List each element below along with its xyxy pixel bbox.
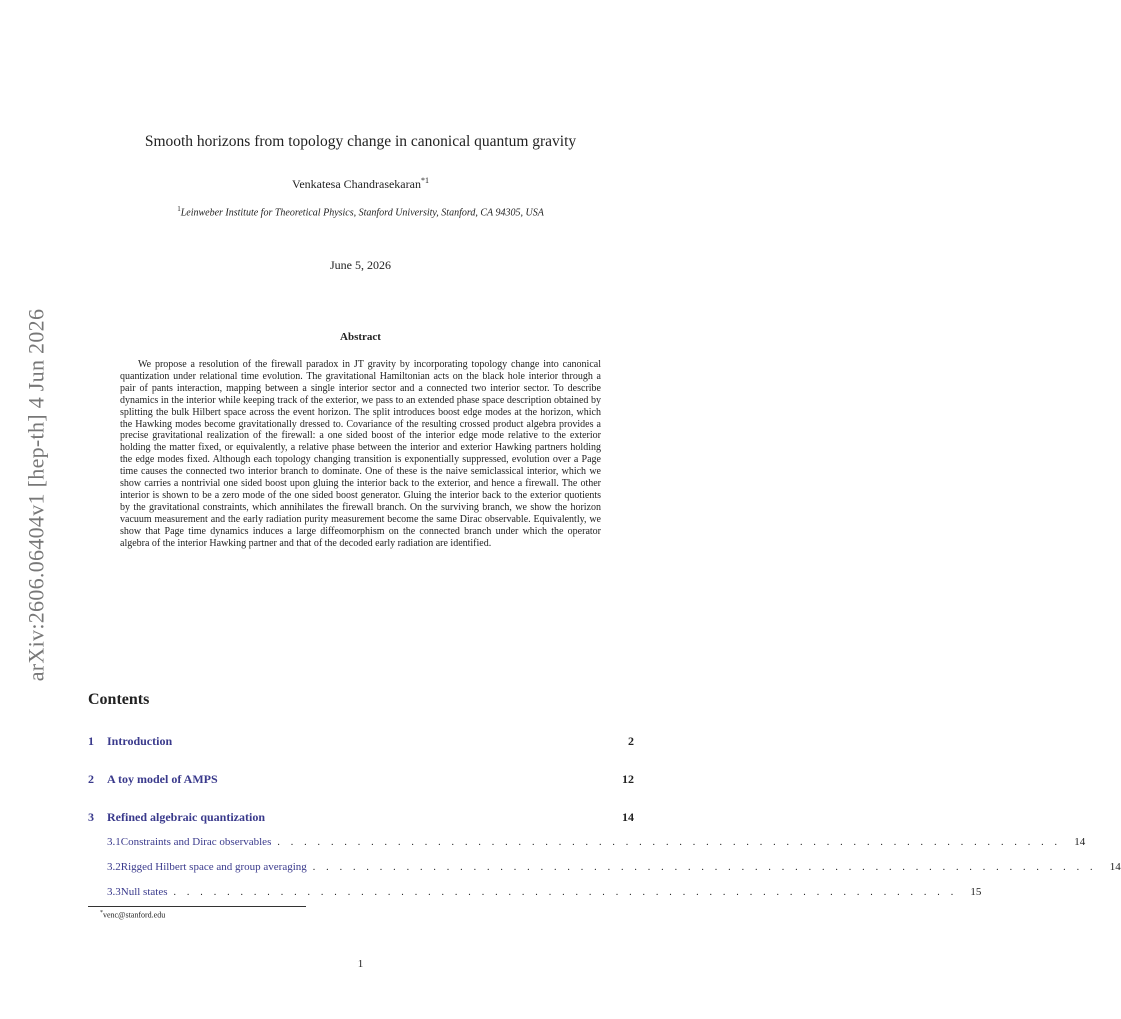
toc-entry-page[interactable]: 14 [1109, 861, 1121, 873]
author-name: Venkatesa Chandrasekaran [292, 177, 421, 191]
toc-entry-title[interactable]: Constraints and Dirac observables [120, 836, 272, 848]
toc-entry-number: 1 [88, 734, 94, 748]
footnote-rule [88, 906, 306, 907]
toc-entry-title[interactable]: Rigged Hilbert space and group averaging [120, 861, 307, 873]
toc-entry-page[interactable]: 14 [1074, 836, 1086, 848]
toc-entry-rigged-hilbert[interactable] [107, 861, 1121, 877]
affiliation-line [0, 205, 721, 218]
author-marks: *1 [420, 176, 429, 185]
abstract-heading: Abstract [340, 331, 381, 343]
toc-entry-number: 2 [88, 772, 94, 786]
affiliation-mark: 1 [177, 205, 181, 213]
toc-entry-number: 3 [88, 810, 94, 824]
paper-title: Smooth horizons from topology change in canonical quantum gravity [144, 133, 577, 150]
toc-entry-constraints[interactable] [107, 836, 1086, 852]
footnote-email[interactable]: venc@stanford.edu [103, 910, 166, 920]
toc-entry-number: 3.2 [107, 861, 121, 873]
toc-entry-title[interactable]: Null states [120, 886, 168, 898]
contents-heading: Contents [88, 691, 150, 708]
toc-entry-null-states[interactable] [107, 886, 982, 902]
toc-entry-page[interactable]: 15 [970, 886, 982, 898]
toc-entry-page[interactable]: 14 [622, 810, 634, 824]
arxiv-stamp [16, 300, 56, 690]
toc-dot-leader: . . . . . . . . . . . . . . . . . . . . . . . . . . . . . . . . . . . . . . . . . . . . . . . . . . . . . . . . . . . [277, 837, 1062, 848]
toc-dot-leader: . . . . . . . . . . . . . . . . . . . . . . . . . . . . . . . . . . . . . . . . . . . . . . . . . . . . . . . . . . . [312, 862, 1097, 873]
author-line [0, 176, 721, 192]
toc-entry-page[interactable]: 2 [628, 734, 634, 748]
toc-entry-title[interactable]: Introduction [107, 734, 173, 748]
toc-entry-page[interactable]: 12 [622, 772, 634, 786]
toc-entry-toy-model[interactable] [88, 772, 634, 788]
arxiv-stamp-text: arXiv:2606.06404v1 [hep-th] 4 Jun 2026 [23, 308, 48, 682]
toc-entry-title[interactable]: A toy model of AMPS [107, 772, 218, 786]
abstract-body: We propose a resolution of the firewall paradox in JT gravity by incorporating topology change into canonical quantization under relational time evolution. The gravitational Hamiltonian acts on the black hole interior through a pair of pants interaction, mapping between a single interior sector and a connected two interior sector. To describe dynamics in the interior while keeping track of the exterior, we pass to an extended phase space description obtained by splitting the bulk Hilbert space across the event horizon. The split introduces boost edge modes at the horizon, which the Hawking modes become gravitationally dressed to. Covariance of the resulting crossed product algebra provides a precise gravitational realization of the firewall: a one sided boost of the interior edge mode relative to the exterior holding the matter fixed, or equivalently, a relative phase between the interior and exterior Hawking partners holding the edge modes fixed. Although each topology changing transition is exponentially suppressed, evolution over a Page time causes the connected two interior branch to dominate. One of these is the naive semiclassical interior, which we show carries a nontrivial one sided boost upon gluing the interior back to the exterior, and hence a firewall. The other interior is shown to be a zero mode of the one sided boost generator. Gluing the interior back to the exterior quotients by the gravitational constraints, which annihilates the firewall branch. On the surviving branch, we show the horizon vacuum measurement and the early radiation purity measurement become the same Dirac observable. Equivalently, we show that Page time dynamics induces a large diffeomorphism on the connected branch under which the operator algebra of the interior Hawking partner and that of the decoded early radiation are identified. [120, 359, 601, 549]
footnote-mark: * [100, 910, 103, 916]
page-number: 1 [357, 958, 364, 970]
toc-entry-number: 3.3 [107, 886, 121, 898]
toc-dot-leader: . . . . . . . . . . . . . . . . . . . . . . . . . . . . . . . . . . . . . . . . . . . . . . . . . . . . . . . . . . . [173, 887, 958, 898]
toc-entry-introduction[interactable] [88, 734, 634, 750]
footnote [100, 910, 165, 920]
affiliation-text: Leinweber Institute for Theoretical Physics, Stanford University, Stanford, CA 94305, USA [180, 207, 544, 219]
toc-entry-title[interactable]: Refined algebraic quantization [107, 810, 265, 824]
toc-entry-number: 3.1 [107, 836, 121, 848]
toc-entry-refined-quantization[interactable] [88, 810, 634, 826]
paper-date: June 5, 2026 [330, 258, 391, 272]
